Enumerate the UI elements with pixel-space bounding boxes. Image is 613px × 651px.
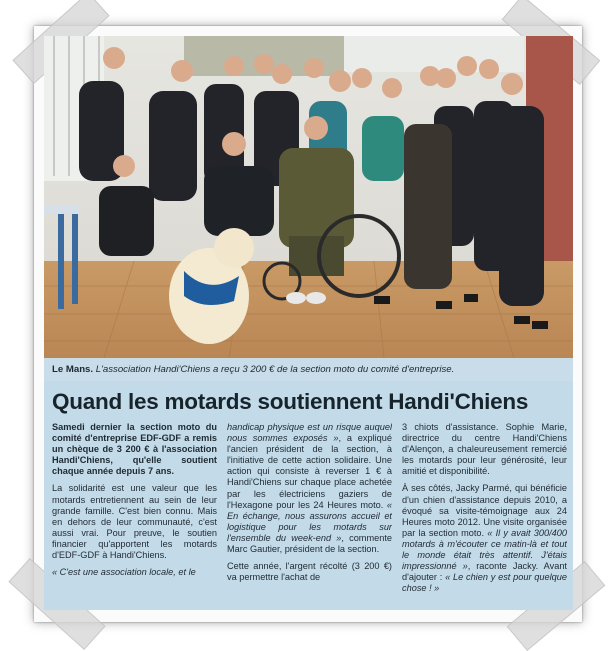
- paragraph: [402, 483, 567, 594]
- caption-text: L'association Handi'Chiens a reçu 3 200 € de la section moto du comité d'entreprise.: [95, 364, 455, 375]
- quote: « En échange, nous assurons accueil et logistique pour les motards sur l'ensemble du week-end »: [227, 499, 392, 543]
- text: À ses côtés, Jacky Parmé, qui bénéficie d'un chien d'assistance depuis 2010, a évoqué sa visite-témoignage aux 24 Heures moto 2012. Une visite organisée par la section moto.: [402, 483, 567, 538]
- caption-place: Le Mans.: [52, 364, 94, 375]
- quote: « Le chien y est pour quelque chose ! »: [402, 572, 567, 594]
- column-1: [52, 422, 217, 606]
- headline: Quand les motards soutiennent Handi'Chiens: [52, 389, 529, 414]
- text: , a expliqué l'ancien président de la section, à l'initiative de cette action solidaire. Une action qui consiste à reverser 1 € à Handi'Chiens sur chaque place achetée par les électriciens gaziers de l'Hexagone pour les 24 Heures moto.: [227, 433, 392, 510]
- lead-paragraph: Samedi dernier la section moto du comité d'entreprise EDF-GDF a remis un chèque de 3 200 € à l'association Handi'Chiens, qu'elle soutient chaque année depuis 7 ans.: [52, 422, 217, 477]
- quote: handicap physique est un risque auquel nous sommes exposés »: [227, 422, 392, 444]
- article-box: [44, 381, 573, 610]
- quote: « Il y avait 300/400 motards à m'écouter ce matin-là et tout le monde était très attentif. J'étais impressionné »: [402, 527, 567, 572]
- text: , raconte Jacky. Avant d'ajouter :: [402, 561, 567, 583]
- paragraph: 3 chiots d'assistance. Sophie Marie, directrice du centre Handi'Chiens d'Alençon, a chaleureusement remercié les motards pour leur générosité, leur amitié et disponibilité.: [402, 422, 567, 477]
- column-2: [227, 422, 392, 606]
- photo-caption: [44, 358, 573, 381]
- paragraph: Cette année, l'argent récolté (3 200 €) va permettre l'achat de: [227, 561, 392, 583]
- article-columns: [52, 422, 567, 606]
- paragraph: [227, 422, 392, 555]
- column-3: [402, 422, 567, 606]
- group-photo: [44, 36, 573, 358]
- paragraph: La solidarité est une valeur que les motards entretiennent au sein de leur grande famille. C'est bien connu. Mais en dehors de leur communauté, c'est aussi vrai. Pour preuve, le soutien financier qu'apportent les motards d'EDF-GDF à Handi'Chiens.: [52, 483, 217, 561]
- quote-start: « C'est une association locale, et le: [52, 567, 196, 578]
- text: , commente Marc Gautier, président de la section.: [227, 532, 392, 555]
